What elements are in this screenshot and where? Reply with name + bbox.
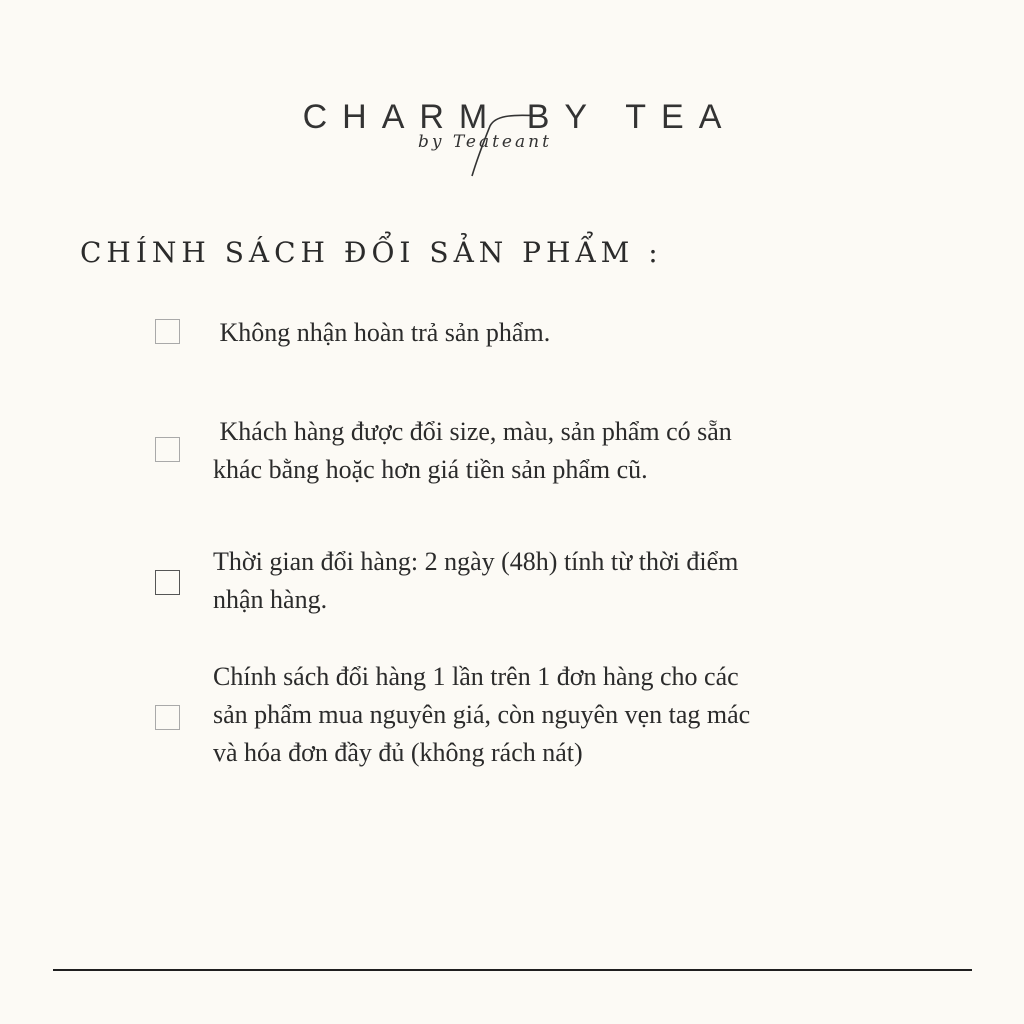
brand-logo <box>0 96 1024 186</box>
page-title: CHÍNH SÁCH ĐỔI SẢN PHẨM : <box>80 236 663 269</box>
brand-subtitle: by Teateant <box>418 132 552 152</box>
policy-text: Khách hàng được đổi size, màu, sản phẩm có sẵn khác bằng hoặc hơn giá tiền sản phẩm cũ. <box>213 417 732 484</box>
policy-text: Chính sách đổi hàng 1 lần trên 1 đơn hàng cho các sản phẩm mua nguyên giá, còn nguyên vẹn tag mác và hóa đơn đầy đủ (không rách nát) <box>213 662 751 767</box>
policy-text: Không nhận hoàn trả sản phẩm. <box>213 318 551 347</box>
policy-checkbox[interactable] <box>155 437 180 462</box>
policy-checkbox[interactable] <box>155 705 180 730</box>
logo-swash-icon <box>0 96 1024 186</box>
policy-checkbox[interactable] <box>155 319 180 344</box>
divider <box>53 969 972 971</box>
policy-text: Thời gian đổi hàng: 2 ngày (48h) tính từ thời điểm nhận hàng. <box>213 547 739 614</box>
brand-title: CHARM BY TEA <box>302 98 737 136</box>
policy-checkbox[interactable] <box>155 570 180 595</box>
